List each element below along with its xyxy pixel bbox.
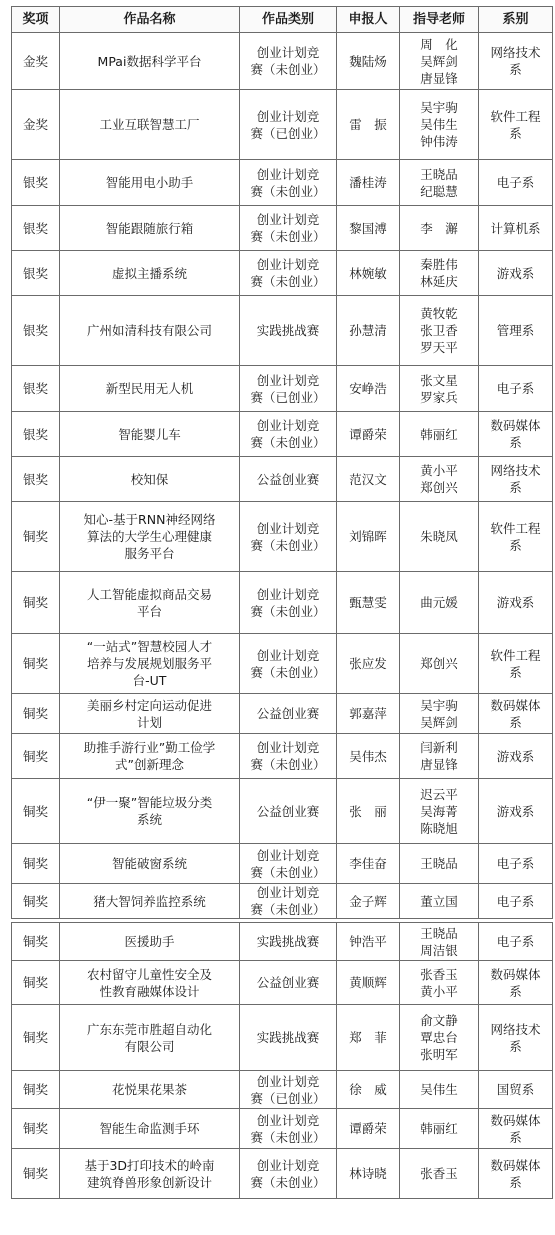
advisor-cell: 张香玉 xyxy=(400,1149,479,1199)
table-row xyxy=(12,1149,553,1199)
category-cell: 创业计划竞 赛（未创业） xyxy=(240,502,337,572)
award-cell: 铜奖 xyxy=(12,634,60,694)
award-cell: 银奖 xyxy=(12,412,60,457)
project-name-cell: 广东东莞市胜超自动化 有限公司 xyxy=(60,1005,240,1071)
advisor-cell: 闫新利 唐显锋 xyxy=(400,734,479,779)
applicant-cell: 张应发 xyxy=(337,634,400,694)
award-cell: 金奖 xyxy=(12,33,60,90)
advisor-cell: 俞文静 覃忠台 张明军 xyxy=(400,1005,479,1071)
department-cell: 电子系 xyxy=(479,160,553,206)
award-cell: 铜奖 xyxy=(12,1149,60,1199)
department-cell: 电子系 xyxy=(479,884,553,919)
header-applicant: 申报人 xyxy=(337,7,400,33)
department-cell: 游戏系 xyxy=(479,779,553,844)
project-name-cell: “伊一聚”智能垃圾分类 系统 xyxy=(60,779,240,844)
project-name-cell: 人工智能虚拟商品交易 平台 xyxy=(60,572,240,634)
advisor-cell: 王晓品 周洁银 xyxy=(400,923,479,961)
award-cell: 铜奖 xyxy=(12,961,60,1005)
department-cell: 游戏系 xyxy=(479,251,553,296)
department-cell: 数码媒体 系 xyxy=(479,1109,553,1149)
project-name-cell: 智能婴儿车 xyxy=(60,412,240,457)
applicant-cell: 魏陆炀 xyxy=(337,33,400,90)
advisor-cell: 吴宇驹 吴伟生 钟伟涛 xyxy=(400,90,479,160)
category-cell: 公益创业赛 xyxy=(240,961,337,1005)
table-row xyxy=(12,366,553,412)
award-cell: 铜奖 xyxy=(12,734,60,779)
table-row xyxy=(12,1071,553,1109)
table-row xyxy=(12,884,553,919)
applicant-cell: 安峥浩 xyxy=(337,366,400,412)
department-cell: 国贸系 xyxy=(479,1071,553,1109)
applicant-cell: 张 丽 xyxy=(337,779,400,844)
applicant-cell: 谭爵荣 xyxy=(337,1109,400,1149)
award-cell: 银奖 xyxy=(12,251,60,296)
department-cell: 数码媒体 系 xyxy=(479,1149,553,1199)
advisor-cell: 黄牧乾 张卫香 罗天平 xyxy=(400,296,479,366)
applicant-cell: 黎国溥 xyxy=(337,206,400,251)
table-row xyxy=(12,251,553,296)
project-name-cell: 智能破窗系统 xyxy=(60,844,240,884)
applicant-cell: 郑 菲 xyxy=(337,1005,400,1071)
category-cell: 创业计划竞 赛（未创业） xyxy=(240,734,337,779)
table-header-row xyxy=(12,7,553,33)
category-cell: 实践挑战赛 xyxy=(240,923,337,961)
project-name-cell: 智能用电小助手 xyxy=(60,160,240,206)
category-cell: 创业计划竞 赛（未创业） xyxy=(240,884,337,919)
project-name-cell: 农村留守儿童性安全及 性教育融媒体设计 xyxy=(60,961,240,1005)
project-name-cell: 医援助手 xyxy=(60,923,240,961)
header-project-name: 作品名称 xyxy=(60,7,240,33)
applicant-cell: 金子辉 xyxy=(337,884,400,919)
advisor-cell: 吴伟生 xyxy=(400,1071,479,1109)
award-cell: 铜奖 xyxy=(12,844,60,884)
award-cell: 铜奖 xyxy=(12,502,60,572)
project-name-cell: 广州如清科技有限公司 xyxy=(60,296,240,366)
advisor-cell: 李 澥 xyxy=(400,206,479,251)
department-cell: 网络技术 系 xyxy=(479,457,553,502)
applicant-cell: 吴伟杰 xyxy=(337,734,400,779)
table-row xyxy=(12,1005,553,1071)
advisor-cell: 秦胜伟 林延庆 xyxy=(400,251,479,296)
table-row xyxy=(12,33,553,90)
project-name-cell: 虚拟主播系统 xyxy=(60,251,240,296)
advisor-cell: 张香玉 黄小平 xyxy=(400,961,479,1005)
table-row xyxy=(12,160,553,206)
advisor-cell: 周 化 吴辉剑 唐显锋 xyxy=(400,33,479,90)
applicant-cell: 潘桂涛 xyxy=(337,160,400,206)
table-row xyxy=(12,961,553,1005)
table-row xyxy=(12,634,553,694)
department-cell: 数码媒体 系 xyxy=(479,961,553,1005)
category-cell: 创业计划竞 赛（未创业） xyxy=(240,634,337,694)
table-row xyxy=(12,502,553,572)
applicant-cell: 李佳奋 xyxy=(337,844,400,884)
category-cell: 实践挑战赛 xyxy=(240,296,337,366)
table-row xyxy=(12,779,553,844)
applicant-cell: 林诗晓 xyxy=(337,1149,400,1199)
category-cell: 创业计划竞 赛（未创业） xyxy=(240,160,337,206)
department-cell: 电子系 xyxy=(479,844,553,884)
table-row xyxy=(12,90,553,160)
applicant-cell: 徐 威 xyxy=(337,1071,400,1109)
applicant-cell: 甄慧雯 xyxy=(337,572,400,634)
project-name-cell: 知心-基于RNN神经网络 算法的大学生心理健康 服务平台 xyxy=(60,502,240,572)
award-cell: 铜奖 xyxy=(12,1109,60,1149)
applicant-cell: 钟浩平 xyxy=(337,923,400,961)
award-cell: 银奖 xyxy=(12,206,60,251)
awards-table-part1 xyxy=(11,6,553,919)
table-row xyxy=(12,572,553,634)
department-cell: 计算机系 xyxy=(479,206,553,251)
applicant-cell: 雷 振 xyxy=(337,90,400,160)
project-name-cell: MPai数据科学平台 xyxy=(60,33,240,90)
applicant-cell: 林婉敏 xyxy=(337,251,400,296)
project-name-cell: 猪大智饲养监控系统 xyxy=(60,884,240,919)
department-cell: 管理系 xyxy=(479,296,553,366)
department-cell: 电子系 xyxy=(479,923,553,961)
award-cell: 铜奖 xyxy=(12,572,60,634)
project-name-cell: 新型民用无人机 xyxy=(60,366,240,412)
header-department: 系别 xyxy=(479,7,553,33)
department-cell: 数码媒体 系 xyxy=(479,412,553,457)
award-cell: 银奖 xyxy=(12,366,60,412)
awards-table-part2 xyxy=(11,922,553,1199)
department-cell: 网络技术 系 xyxy=(479,1005,553,1071)
category-cell: 创业计划竞 赛（已创业） xyxy=(240,90,337,160)
advisor-cell: 黄小平 郑创兴 xyxy=(400,457,479,502)
table-row xyxy=(12,923,553,961)
advisor-cell: 王晓品 纪聪慧 xyxy=(400,160,479,206)
applicant-cell: 范汉文 xyxy=(337,457,400,502)
table-row xyxy=(12,457,553,502)
department-cell: 软件工程 系 xyxy=(479,502,553,572)
award-cell: 铜奖 xyxy=(12,1005,60,1071)
department-cell: 电子系 xyxy=(479,366,553,412)
advisor-cell: 朱晓凤 xyxy=(400,502,479,572)
advisor-cell: 郑创兴 xyxy=(400,634,479,694)
header-advisor: 指导老师 xyxy=(400,7,479,33)
table-row xyxy=(12,206,553,251)
advisor-cell: 吴宇驹 吴辉剑 xyxy=(400,694,479,734)
award-cell: 铜奖 xyxy=(12,694,60,734)
department-cell: 数码媒体 系 xyxy=(479,694,553,734)
advisor-cell: 张文星 罗家兵 xyxy=(400,366,479,412)
award-cell: 银奖 xyxy=(12,160,60,206)
project-name-cell: 基于3D打印技术的岭南 建筑脊兽形象创新设计 xyxy=(60,1149,240,1199)
project-name-cell: 花悦果花果茶 xyxy=(60,1071,240,1109)
department-cell: 游戏系 xyxy=(479,572,553,634)
category-cell: 创业计划竞 赛（未创业） xyxy=(240,1149,337,1199)
category-cell: 公益创业赛 xyxy=(240,457,337,502)
header-award: 奖项 xyxy=(12,7,60,33)
table-row xyxy=(12,694,553,734)
category-cell: 创业计划竞 赛（未创业） xyxy=(240,572,337,634)
award-cell: 银奖 xyxy=(12,457,60,502)
applicant-cell: 黄顺辉 xyxy=(337,961,400,1005)
award-cell: 金奖 xyxy=(12,90,60,160)
applicant-cell: 孙慧清 xyxy=(337,296,400,366)
category-cell: 创业计划竞 赛（未创业） xyxy=(240,1109,337,1149)
project-name-cell: 工业互联智慧工厂 xyxy=(60,90,240,160)
category-cell: 创业计划竞 赛（未创业） xyxy=(240,206,337,251)
department-cell: 网络技术 系 xyxy=(479,33,553,90)
award-cell: 银奖 xyxy=(12,296,60,366)
table-row xyxy=(12,844,553,884)
advisor-cell: 曲元媛 xyxy=(400,572,479,634)
advisor-cell: 迟云平 吴海菁 陈晓旭 xyxy=(400,779,479,844)
department-cell: 游戏系 xyxy=(479,734,553,779)
award-cell: 铜奖 xyxy=(12,1071,60,1109)
applicant-cell: 郭嘉萍 xyxy=(337,694,400,734)
advisor-cell: 韩丽红 xyxy=(400,412,479,457)
project-name-cell: 智能跟随旅行箱 xyxy=(60,206,240,251)
table-row xyxy=(12,296,553,366)
table-row xyxy=(12,412,553,457)
category-cell: 公益创业赛 xyxy=(240,694,337,734)
table-row xyxy=(12,734,553,779)
category-cell: 实践挑战赛 xyxy=(240,1005,337,1071)
award-cell: 铜奖 xyxy=(12,779,60,844)
category-cell: 创业计划竞 赛（未创业） xyxy=(240,33,337,90)
category-cell: 创业计划竞 赛（已创业） xyxy=(240,1071,337,1109)
category-cell: 创业计划竞 赛（未创业） xyxy=(240,844,337,884)
applicant-cell: 谭爵荣 xyxy=(337,412,400,457)
department-cell: 软件工程 系 xyxy=(479,90,553,160)
award-cell: 铜奖 xyxy=(12,884,60,919)
category-cell: 创业计划竞 赛（已创业） xyxy=(240,366,337,412)
advisor-cell: 韩丽红 xyxy=(400,1109,479,1149)
project-name-cell: 智能生命监测手环 xyxy=(60,1109,240,1149)
award-cell: 铜奖 xyxy=(12,923,60,961)
project-name-cell: 助推手游行业”勤工俭学 式”创新理念 xyxy=(60,734,240,779)
header-category: 作品类别 xyxy=(240,7,337,33)
advisor-cell: 王晓品 xyxy=(400,844,479,884)
department-cell: 软件工程 系 xyxy=(479,634,553,694)
project-name-cell: 校知保 xyxy=(60,457,240,502)
project-name-cell: “一站式”智慧校园人才 培养与发展规划服务平 台-UT xyxy=(60,634,240,694)
applicant-cell: 刘锦晖 xyxy=(337,502,400,572)
project-name-cell: 美丽乡村定向运动促进 计划 xyxy=(60,694,240,734)
category-cell: 创业计划竞 赛（未创业） xyxy=(240,251,337,296)
table-row xyxy=(12,1109,553,1149)
category-cell: 公益创业赛 xyxy=(240,779,337,844)
advisor-cell: 董立国 xyxy=(400,884,479,919)
category-cell: 创业计划竞 赛（未创业） xyxy=(240,412,337,457)
